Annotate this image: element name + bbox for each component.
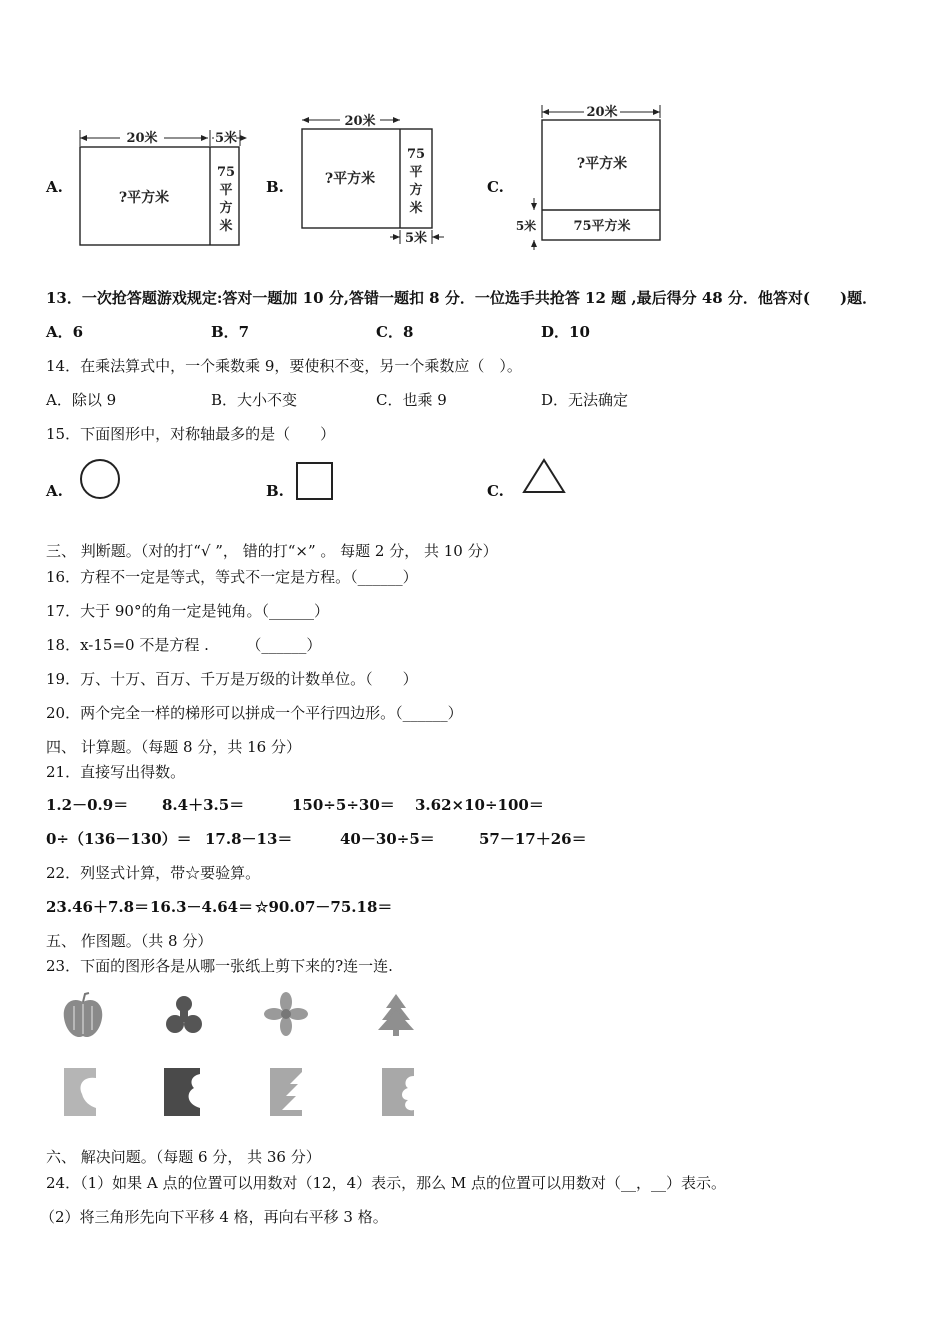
svg-text:75: 75 [216, 165, 236, 180]
q15-option-b[interactable]: B. [266, 482, 284, 500]
calc-1: 1.2－0.9＝ [46, 796, 129, 814]
vertical-calc-1: 23.46＋7.8＝ [46, 898, 150, 916]
section-6-title: 六、 解决问题。（每题 6 分， 共 36 分） [46, 1148, 321, 1166]
question-15-stem: 15．下面图形中，对称轴最多的是（ ） [46, 425, 336, 443]
q14-option-b[interactable]: B．大小不变 [211, 391, 298, 409]
q13-option-c[interactable]: C．8 [376, 323, 414, 341]
calc-6: 17.8－13＝ [205, 830, 293, 848]
question-24-part1: 24．（1）如果 A 点的位置可以用数对（12，4）表示，那么 M 点的位置可以用数对（__，__）表示。 [46, 1174, 727, 1192]
flower-cutout-icon[interactable] [262, 990, 310, 1038]
q14-option-a[interactable]: A．除以 9 [46, 391, 117, 409]
svg-text:20米: 20米 [586, 105, 618, 120]
svg-text:平: 平 [219, 183, 233, 198]
section-4-title: 四、 计算题。（每题 8 分，共 16 分） [46, 738, 301, 756]
calc-3: 150÷5÷30＝ [292, 796, 395, 814]
svg-text:5米: 5米 [404, 231, 428, 246]
figure-c [510, 100, 670, 254]
q14-option-c[interactable]: C．也乘 9 [376, 391, 447, 409]
paper-flower-half-icon[interactable] [378, 1064, 418, 1120]
q15-option-c[interactable]: C. [487, 482, 504, 500]
question-17: 17．大于 90°的角一定是钝角。（______） [46, 602, 329, 620]
calc-8: 57－17＋26＝ [479, 830, 587, 848]
q13-option-a[interactable]: A．6 [46, 323, 84, 341]
calc-5: 0÷（136－130）＝ [46, 830, 192, 848]
q13-option-d[interactable]: D．10 [541, 323, 590, 341]
calc-7: 40－30÷5＝ [340, 830, 435, 848]
paper-apple-half-icon[interactable] [60, 1064, 100, 1120]
svg-text:平: 平 [409, 165, 423, 180]
question-22: 22．列竖式计算，带☆要验算。 [46, 864, 261, 882]
question-19: 19．万、十万、百万、千万是万级的计数单位。（ ） [46, 670, 418, 688]
question-16: 16．方程不一定是等式，等式不一定是方程。（______） [46, 568, 418, 586]
question-18: 18．x-15=0 不是方程 . （______） [46, 636, 322, 654]
apple-cutout-icon[interactable] [58, 990, 108, 1042]
paper-gourd-half-icon[interactable] [160, 1064, 204, 1120]
calc-4: 3.62×10÷100＝ [415, 796, 544, 814]
question-13-stem: 13．一次抢答题游戏规定:答对一题加 10 分,答错一题扣 8 分．一位选手共抢答 12 题 ,最后得分 48 分．他答对( )题． [46, 289, 878, 307]
tree-cutout-icon[interactable] [374, 990, 418, 1038]
q14-option-d[interactable]: D．无法确定 [541, 391, 629, 409]
question-24-part2: （2）将三角形先向下平移 4 格，再向右平移 3 格。 [40, 1208, 388, 1226]
question-21: 21．直接写出得数。 [46, 763, 186, 781]
q13-option-b[interactable]: B．7 [211, 323, 250, 341]
paper-tree-half-icon[interactable] [266, 1064, 306, 1120]
option-b-label[interactable]: B. [266, 178, 284, 196]
q15-option-a[interactable]: A. [46, 482, 63, 500]
triangle-shape [520, 456, 568, 496]
svg-text:75平方米: 75平方米 [573, 219, 631, 234]
svg-text:方: 方 [219, 201, 233, 216]
figure-b [296, 110, 456, 248]
svg-text:米: 米 [409, 201, 423, 216]
big-area-label: ?平方米 [118, 190, 170, 206]
figure-a [74, 124, 264, 252]
question-23: 23．下面的图形各是从哪一张纸上剪下来的?连一连. [46, 957, 393, 975]
circle-shape [78, 458, 122, 502]
svg-text:?平方米: ?平方米 [576, 156, 628, 172]
vertical-calc-2: 16.3－4.64＝ [150, 898, 254, 916]
section-5-title: 五、 作图题。（共 8 分） [46, 932, 213, 950]
dim-top-label: 20米 [126, 131, 158, 146]
svg-text:20米: 20米 [344, 114, 376, 129]
option-c-label[interactable]: C. [487, 178, 504, 196]
question-14-stem: 14．在乘法算式中，一个乘数乘 9，要使积不变，另一个乘数应（ ）。 [46, 357, 522, 375]
svg-text:?平方米: ?平方米 [324, 171, 376, 187]
calc-2: 8.4＋3.5＝ [162, 796, 245, 814]
option-a-label[interactable]: A. [46, 178, 63, 196]
dim-right-label: 5米 [214, 131, 238, 146]
vertical-calc-3: ☆90.07－75.18＝ [255, 898, 393, 916]
square-shape [294, 460, 336, 502]
svg-text:75: 75 [406, 147, 426, 162]
svg-text:米: 米 [219, 219, 233, 234]
gourd-cutout-icon[interactable] [162, 990, 206, 1038]
section-3-title: 三、 判断题。（对的打“√ ”， 错的打“×” 。 每题 2 分， 共 10 分） [46, 542, 498, 560]
svg-text:5米: 5米 [515, 219, 537, 233]
question-20: 20．两个完全一样的梯形可以拼成一个平行四边形。（______） [46, 704, 463, 722]
svg-text:方: 方 [409, 183, 423, 198]
